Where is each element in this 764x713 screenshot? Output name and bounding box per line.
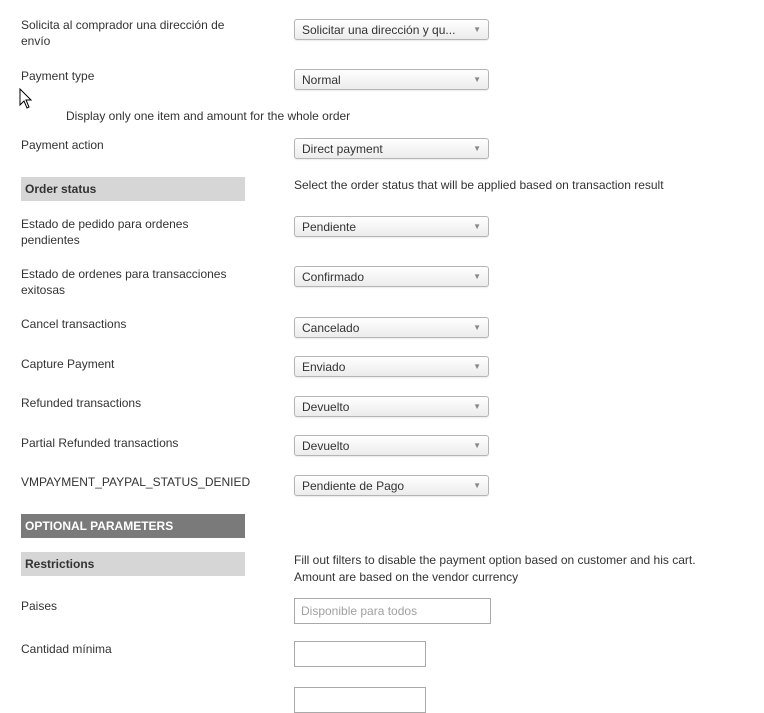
chevron-down-icon: ▼ bbox=[473, 75, 481, 84]
select-value: Direct payment bbox=[302, 142, 383, 156]
chevron-down-icon: ▼ bbox=[473, 25, 481, 34]
select-value: Pendiente bbox=[302, 220, 357, 234]
min-amount-input[interactable] bbox=[294, 641, 426, 667]
select-value: Enviado bbox=[302, 360, 346, 374]
address-request-label: Solicita al comprador una dirección de envío bbox=[21, 18, 225, 48]
select-value: Pendiente de Pago bbox=[302, 479, 405, 493]
status-pending-label: Estado de pedido para ordenes pendientes bbox=[21, 217, 189, 247]
restrictions-description-line1: Fill out filters to disable the payment option based on customer and his cart. bbox=[294, 553, 696, 567]
status-pending-select[interactable] bbox=[294, 216, 489, 237]
restrictions-description-line2: Amount are based on the vendor currency bbox=[294, 570, 519, 584]
status-partial-refunded-label: Partial Refunded transactions bbox=[21, 436, 179, 450]
countries-placeholder: Disponible para todos bbox=[301, 604, 418, 618]
select-value: Cancelado bbox=[302, 321, 360, 335]
chevron-down-icon: ▼ bbox=[473, 481, 481, 490]
payment-type-note: Display only one item and amount for the whole order bbox=[66, 109, 351, 123]
select-value: Normal bbox=[302, 73, 341, 87]
restrictions-header: Restrictions bbox=[21, 552, 245, 576]
status-capture-label: Capture Payment bbox=[21, 357, 115, 371]
chevron-down-icon: ▼ bbox=[473, 362, 481, 371]
status-denied-select[interactable] bbox=[294, 475, 489, 496]
select-value: Devuelto bbox=[302, 439, 350, 453]
chevron-down-icon: ▼ bbox=[473, 441, 481, 450]
countries-field[interactable] bbox=[294, 598, 491, 624]
chevron-down-icon: ▼ bbox=[473, 144, 481, 153]
status-cancel-label: Cancel transactions bbox=[21, 317, 127, 331]
chevron-down-icon: ▼ bbox=[473, 272, 481, 281]
select-value: Confirmado bbox=[302, 270, 365, 284]
select-value: Devuelto bbox=[302, 400, 350, 414]
min-amount-label: Cantidad mínima bbox=[21, 642, 112, 656]
status-capture-select[interactable] bbox=[294, 356, 489, 377]
max-amount-input[interactable] bbox=[294, 687, 426, 713]
payment-action-label: Payment action bbox=[21, 138, 104, 152]
countries-label: Paises bbox=[21, 599, 58, 613]
address-request-select[interactable] bbox=[294, 19, 489, 40]
status-success-label: Estado de ordenes para transacciones exitosas bbox=[21, 267, 227, 297]
payment-type-select[interactable] bbox=[294, 69, 489, 90]
order-status-description: Select the order status that will be applied based on transaction result bbox=[294, 178, 664, 192]
status-refunded-label: Refunded transactions bbox=[21, 396, 142, 410]
chevron-down-icon: ▼ bbox=[473, 402, 481, 411]
payment-type-label: Payment type bbox=[21, 69, 95, 83]
status-success-select[interactable] bbox=[294, 266, 489, 287]
order-status-header: Order status bbox=[21, 177, 245, 201]
status-partial-refunded-select[interactable] bbox=[294, 435, 489, 456]
status-cancel-select[interactable] bbox=[294, 317, 489, 338]
status-refunded-select[interactable] bbox=[294, 396, 489, 417]
optional-parameters-header: OPTIONAL PARAMETERS bbox=[21, 514, 245, 538]
chevron-down-icon: ▼ bbox=[473, 222, 481, 231]
mouse-cursor-icon bbox=[19, 88, 33, 109]
select-value: Solicitar una dirección y qu... bbox=[302, 23, 456, 37]
payment-action-select[interactable] bbox=[294, 138, 489, 159]
chevron-down-icon: ▼ bbox=[473, 323, 481, 332]
status-denied-label: VMPAYMENT_PAYPAL_STATUS_DENIED bbox=[21, 475, 251, 489]
